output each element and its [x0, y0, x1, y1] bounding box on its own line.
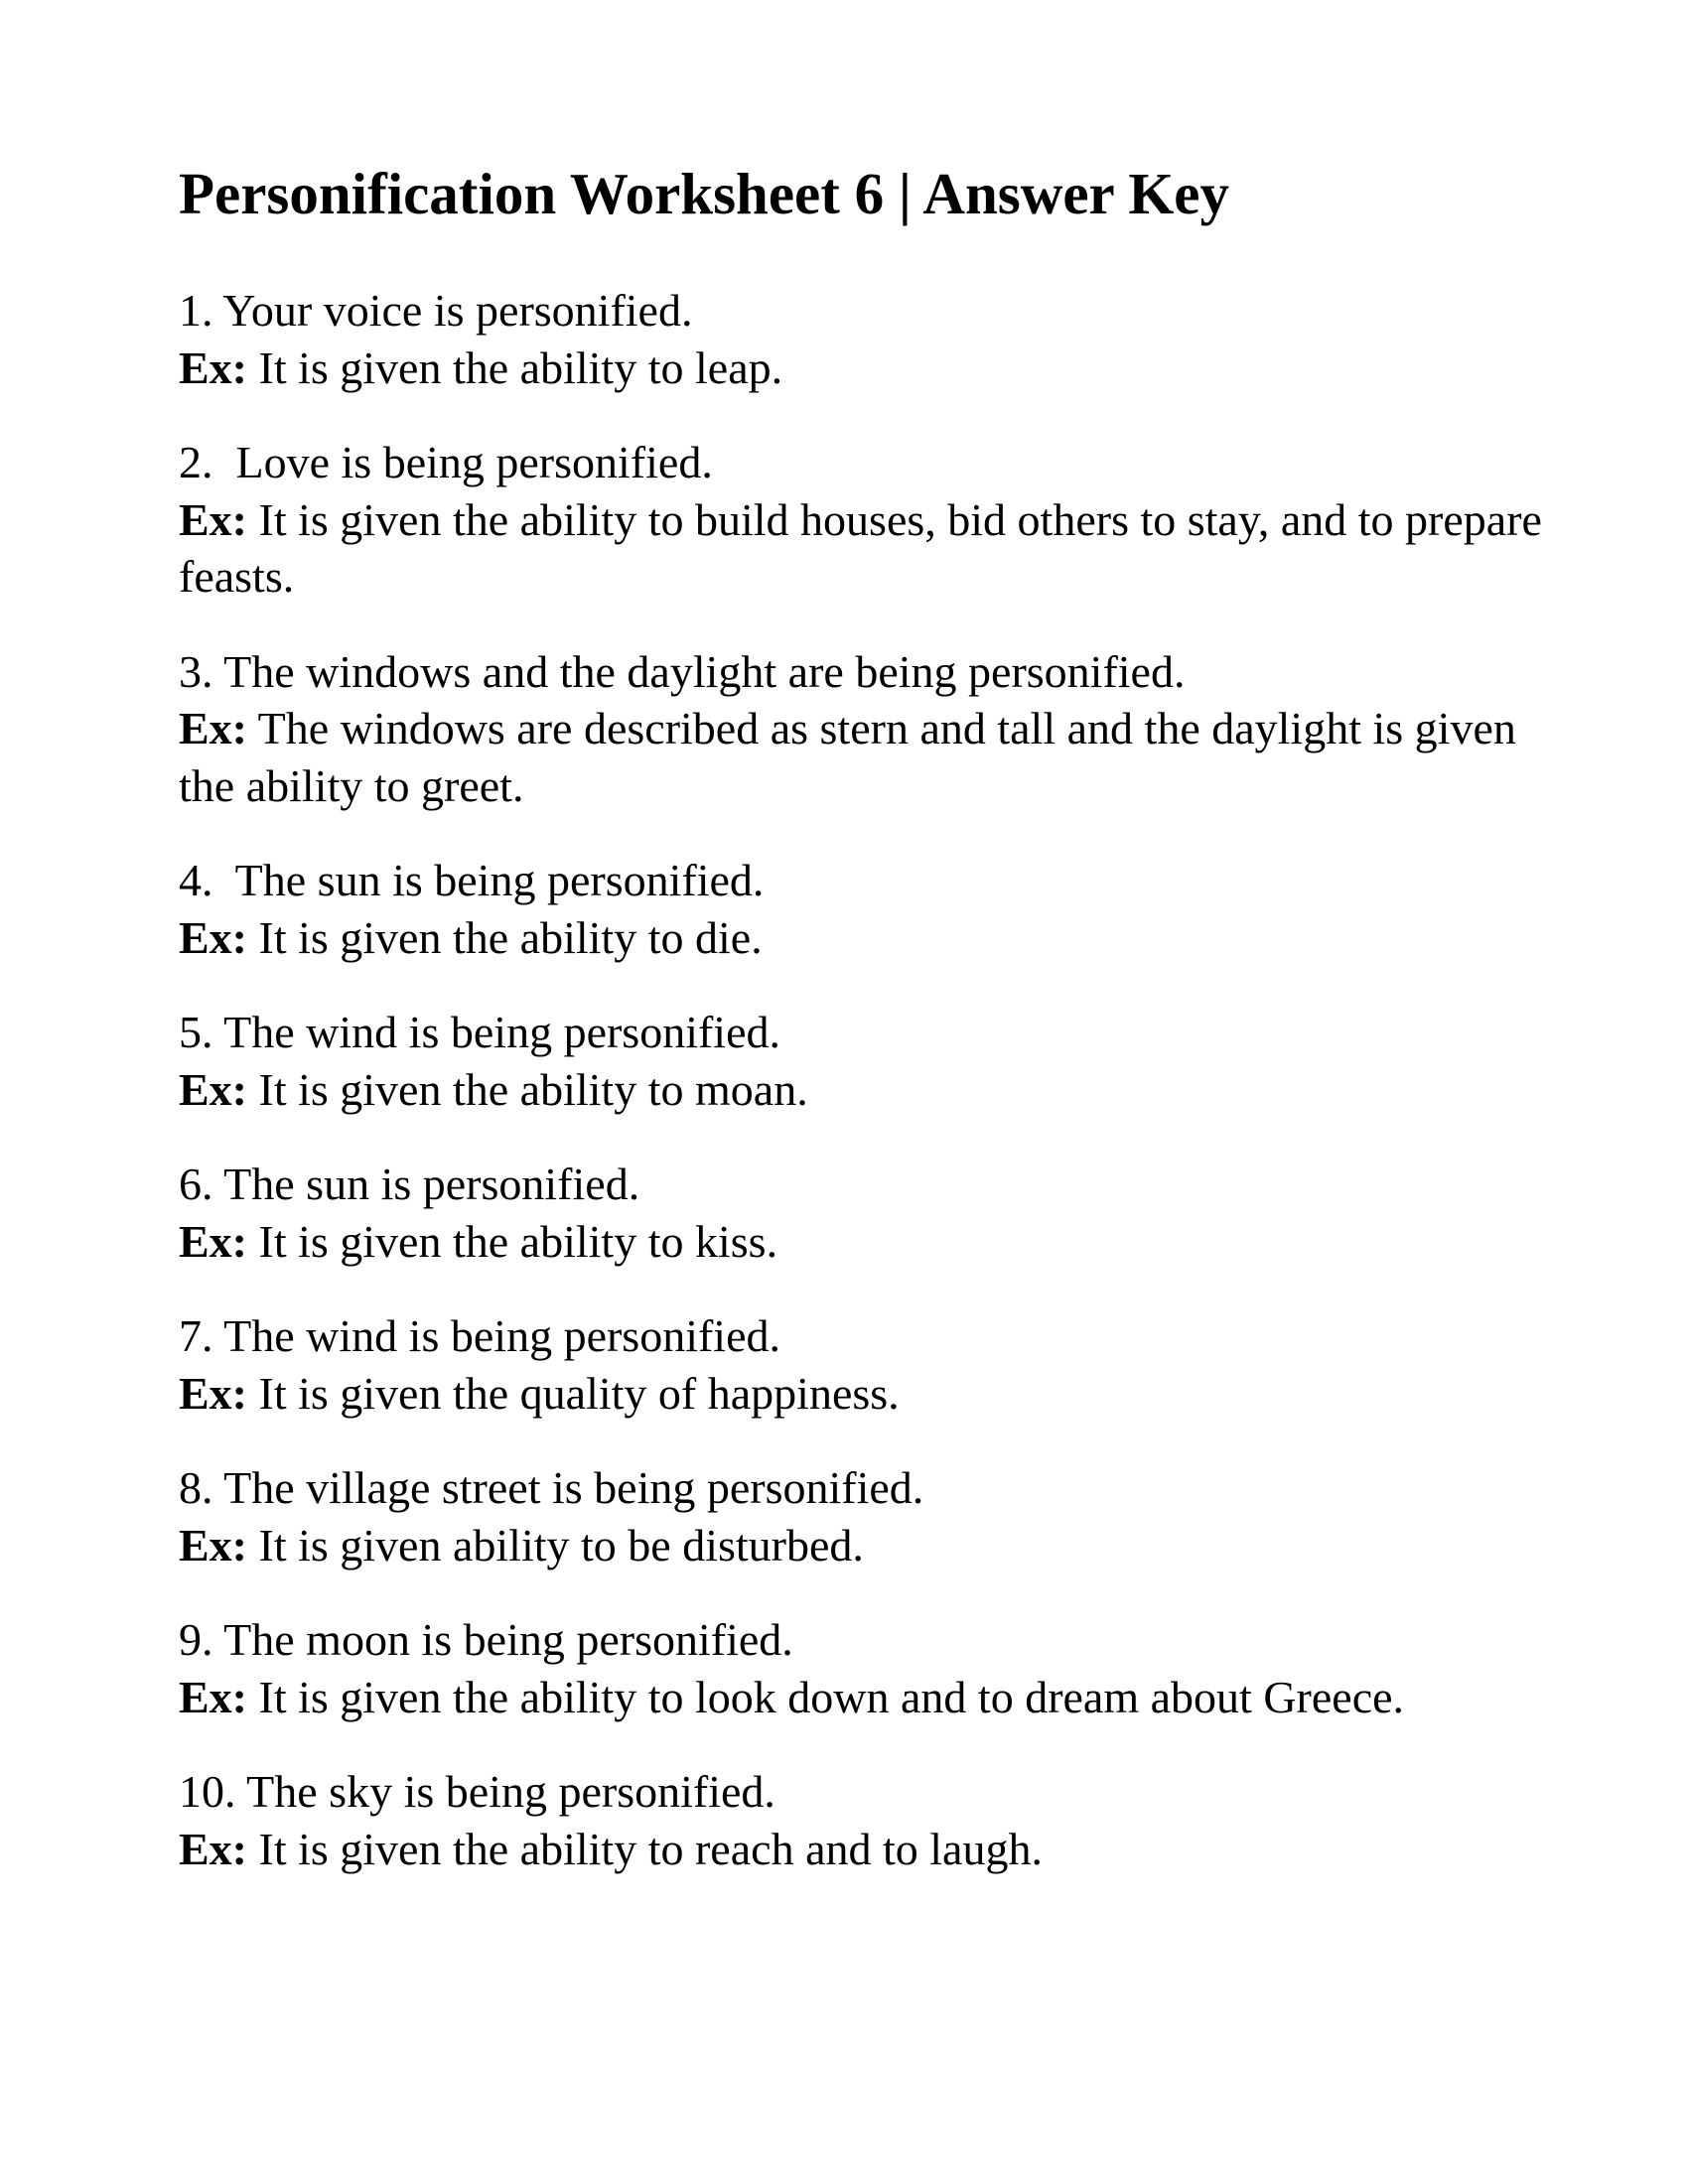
answer-explanation: [179, 909, 1549, 967]
worksheet-content: [179, 159, 1549, 1915]
answer-explanation-text: It is given the ability to leap.: [258, 341, 783, 393]
answer-question: 9. The moon is being personified.: [179, 1614, 793, 1665]
answer-item-1: [179, 282, 1549, 396]
answer-question: 4. The sun is being personified.: [179, 855, 765, 905]
answer-explanation: [179, 491, 1549, 606]
ex-label: Ex:: [179, 1215, 247, 1267]
answer-explanation: [179, 1213, 1549, 1271]
ex-label: Ex:: [179, 911, 247, 963]
answer-explanation-text: It is given the ability to reach and to laugh.: [258, 1823, 1043, 1874]
answer-item-10: [179, 1763, 1549, 1877]
ex-label: Ex:: [179, 493, 247, 545]
answer-explanation: [179, 340, 1549, 397]
answer-explanation-text: It is given the ability to look down and to dream about Greece.: [258, 1671, 1405, 1722]
answer-explanation: [179, 1061, 1549, 1119]
answer-explanation-text: The windows are described as stern and tall and the daylight is given the ability to greet.: [179, 703, 1516, 811]
answer-question: 2. Love is being personified.: [179, 437, 713, 487]
answer-item-9: [179, 1611, 1549, 1725]
answer-explanation: [179, 1669, 1549, 1726]
answer-question: 5. The wind is being personified.: [179, 1007, 780, 1057]
answer-explanation-text: It is given ability to be disturbed.: [258, 1519, 864, 1570]
answer-explanation: [179, 1517, 1549, 1574]
ex-label: Ex:: [179, 1671, 247, 1722]
ex-label: Ex:: [179, 1367, 247, 1419]
ex-label: Ex:: [179, 1063, 247, 1115]
ex-label: Ex:: [179, 341, 247, 393]
answer-question: 8. The village street is being personified.: [179, 1462, 924, 1513]
answer-item-3: [179, 643, 1549, 815]
answer-question: 6. The sun is personified.: [179, 1159, 640, 1209]
answer-explanation-text: It is given the ability to die.: [258, 911, 763, 963]
answer-item-7: [179, 1307, 1549, 1422]
answer-item-8: [179, 1459, 1549, 1573]
answer-item-5: [179, 1004, 1549, 1118]
answer-question: 1. Your voice is personified.: [179, 285, 693, 336]
answer-question: 3. The windows and the daylight are being personified.: [179, 645, 1186, 697]
answer-question: 7. The wind is being personified.: [179, 1310, 780, 1361]
answer-item-4: [179, 852, 1549, 966]
answer-explanation-text: It is given the ability to build houses, bid others to stay, and to prepare feasts.: [179, 493, 1542, 602]
answer-explanation-text: It is given the quality of happiness.: [258, 1367, 900, 1419]
answer-question: 10. The sky is being personified.: [179, 1766, 775, 1817]
ex-label: Ex:: [179, 703, 247, 753]
page-title: Personification Worksheet 6 | Answer Key: [179, 161, 1229, 226]
ex-label: Ex:: [179, 1823, 247, 1874]
answer-explanation-text: It is given the ability to moan.: [258, 1063, 808, 1115]
ex-label: Ex:: [179, 1519, 247, 1570]
answer-explanation: [179, 1365, 1549, 1423]
answer-item-2: [179, 434, 1549, 606]
answer-explanation-text: It is given the ability to kiss.: [258, 1215, 778, 1267]
answer-explanation: [179, 700, 1549, 814]
answer-explanation: [179, 1821, 1549, 1878]
answer-item-6: [179, 1156, 1549, 1270]
